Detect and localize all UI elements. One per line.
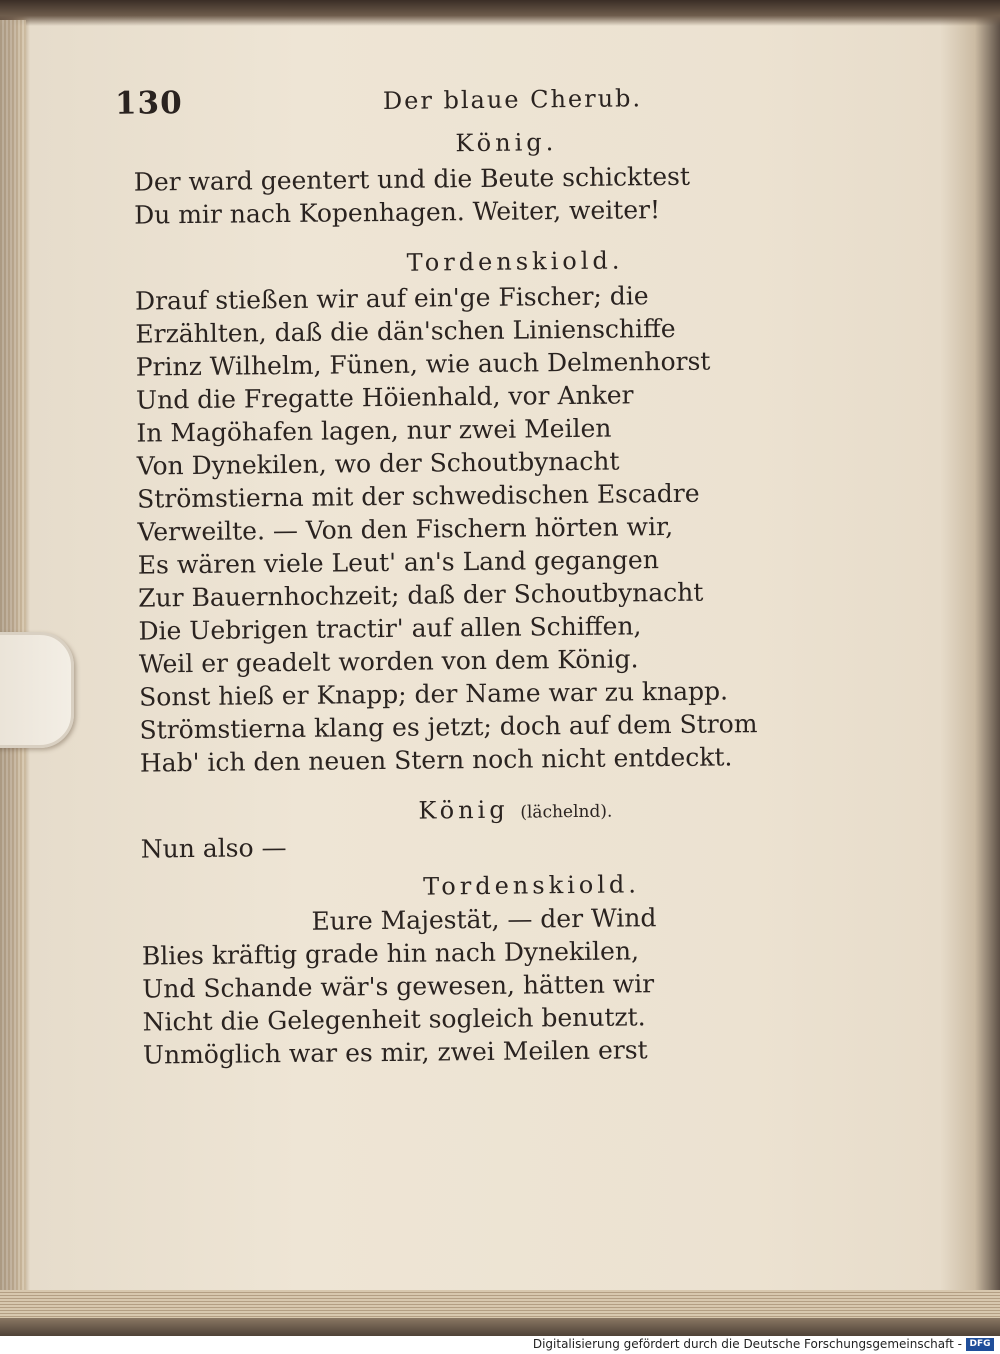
verse-line: Von Dynekilen, wo der Schoutbynacht bbox=[136, 446, 620, 481]
verse-line: Strömstierna klang es jetzt; doch auf dem Strom bbox=[139, 709, 758, 745]
footer-bar bbox=[0, 1336, 1000, 1354]
dfg-logo: DFG bbox=[966, 1338, 994, 1351]
verse-line: Strömstierna mit der schwedischen Escadre bbox=[136, 478, 700, 514]
running-title: Der blaue Cherub. bbox=[382, 84, 643, 115]
verse-line: Du mir nach Kopenhagen. Weiter, weiter! bbox=[134, 195, 661, 230]
verse-line: Und Schande wär's gewesen, hätten wir bbox=[142, 969, 655, 1004]
book-bottom-edge bbox=[0, 1318, 1000, 1336]
verse-line: Blies kräftig grade hin nach Dynekilen, bbox=[141, 936, 640, 971]
bookmark-tab bbox=[0, 632, 74, 748]
top-shadow bbox=[0, 0, 1000, 26]
verse-line: Verweilte. — Von den Fischern hörten wir, bbox=[137, 511, 674, 547]
verse-line: In Magöhafen lagen, nur zwei Meilen bbox=[136, 413, 612, 448]
speaker-heading bbox=[418, 794, 612, 829]
verse-line: Nun also — bbox=[140, 833, 287, 864]
verse-line: Unmöglich war es mir, zwei Meilen erst bbox=[142, 1035, 648, 1070]
verse-line: Und die Fregatte Höienhald, vor Anker bbox=[135, 380, 634, 415]
verse-line: Nicht die Gelegenheit sogleich benutzt. bbox=[142, 1002, 646, 1037]
verse-line: Zur Bauernhochzeit; daß der Schoutbynacht bbox=[138, 577, 704, 613]
funding-credit: Digitalisierung gefördert durch die Deutsche Forschungsgemeinschaft - bbox=[532, 1337, 962, 1351]
speaker-name: König bbox=[418, 795, 509, 825]
verse-line: Es wären viele Leut' an's Land gegangen bbox=[137, 545, 660, 580]
verse-line: Drauf stießen wir auf ein'ge Fischer; die bbox=[134, 281, 649, 316]
verse-line: Die Uebrigen tractir' auf allen Schiffen, bbox=[138, 611, 642, 646]
verse-line: Hab' ich den neuen Stern noch nicht entdeckt. bbox=[139, 742, 733, 778]
verse-line: Der ward geentert und die Beute schicktest bbox=[133, 161, 691, 197]
verse-line: Prinz Wilhelm, Fünen, wie auch Delmenhorst bbox=[135, 346, 711, 382]
stage-direction: (lächelnd). bbox=[520, 801, 613, 823]
speaker-heading: Tordenskiold. bbox=[406, 246, 624, 277]
verse-line: Eure Majestät, — der Wind bbox=[311, 903, 657, 936]
page-number: 130 bbox=[114, 85, 183, 122]
verse-line: Erzählten, daß die dän'schen Linienschiffe bbox=[135, 313, 676, 349]
page-header bbox=[115, 80, 675, 126]
speaker-heading: König. bbox=[455, 128, 558, 158]
book-page bbox=[115, 66, 846, 1093]
verse-line: Weil er geadelt worden von dem König. bbox=[138, 644, 639, 679]
speaker-heading: Tordenskiold. bbox=[423, 870, 641, 901]
verse-line: Sonst hieß er Knapp; der Name war zu knapp. bbox=[139, 676, 729, 712]
